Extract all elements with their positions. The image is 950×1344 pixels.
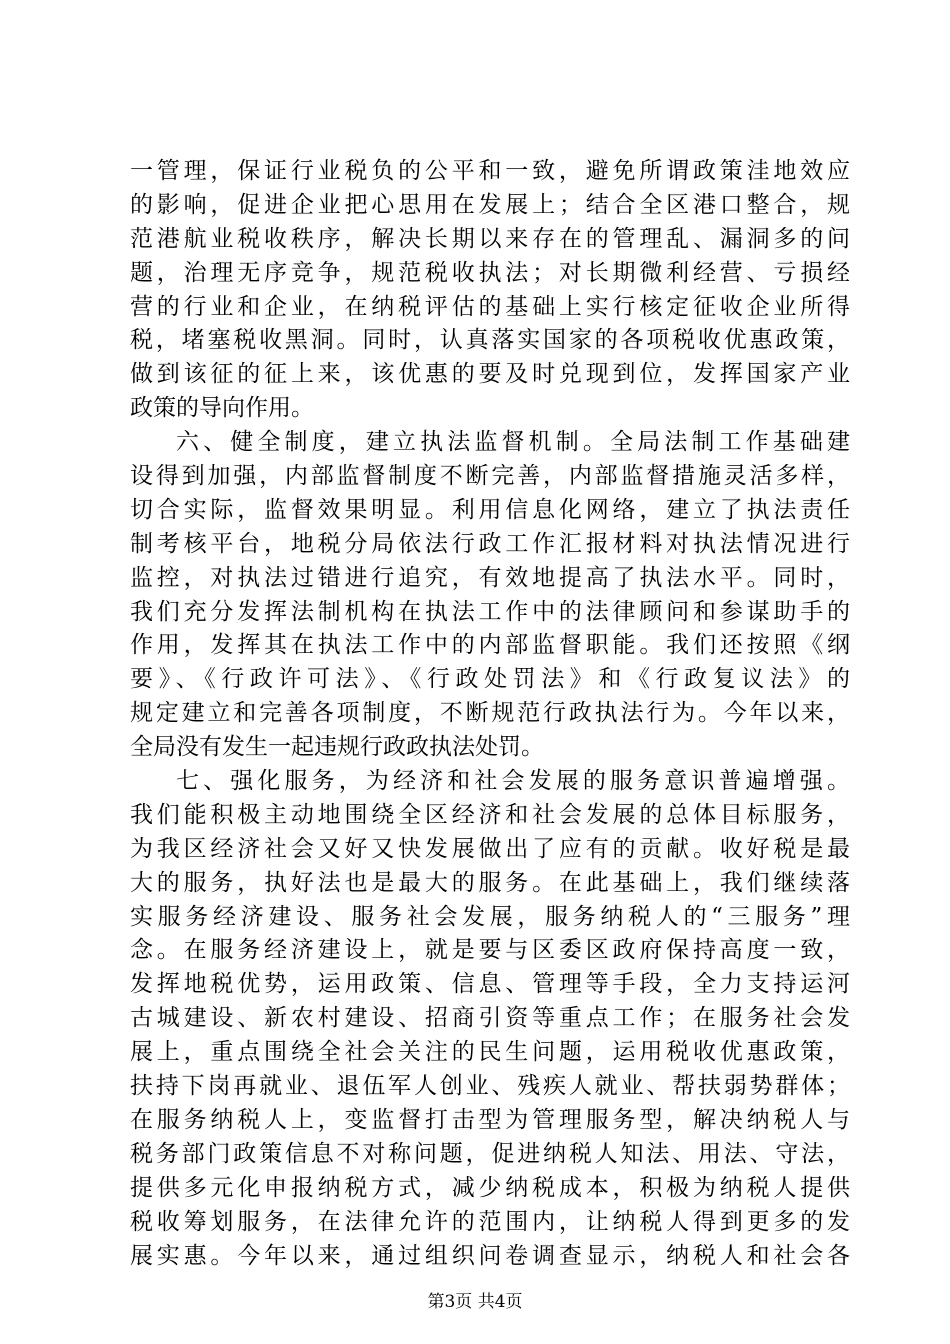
text-line: 全局没有发生一起违规行政政执法处罚。 xyxy=(130,734,544,761)
text-line: 我们充分发挥法制机构在执法工作中的法律顾问和参谋助手的 xyxy=(130,598,850,625)
text-line: 题，治理无序竞争，规范税收执法；对长期微利经营、亏损经 xyxy=(130,259,850,286)
text-line: 一管理，保证行业税负的公平和一致，避免所谓政策洼地效应 xyxy=(130,158,850,184)
paragraph-heading-line: 六、健全制度，建立执法监督机制。全局法制工作基础建 xyxy=(176,429,850,456)
page-number-footer: 第3页 共4页 xyxy=(427,1292,523,1312)
text-line: 作用，发挥其在执法工作中的内部监督职能。我们还按照《纲 xyxy=(130,632,850,659)
text-line: 切合实际，监督效果明显。利用信息化网络，建立了执法责任 xyxy=(130,496,850,523)
text-line: 大的服务，执好法也是最大的服务。在此基础上，我们继续落 xyxy=(130,869,850,896)
text-line: 税务部门政策信息不对称问题，促进纳税人知法、用法、守法， xyxy=(130,1140,850,1167)
text-line: 念。在服务经济建设上，就是要与区委区政府保持高度一致， xyxy=(130,937,850,964)
text-line: 提供多元化申报纳税方式，减少纳税成本，积极为纳税人提供 xyxy=(130,1174,850,1201)
text-line: 发挥地税优势，运用政策、信息、管理等手段，全力支持运河 xyxy=(130,971,850,998)
text-line: 展上，重点围绕全社会关注的民生问题，运用税收优惠政策， xyxy=(130,1039,850,1066)
text-line: 规定建立和完善各项制度，不断规范行政执法行为。今年以来， xyxy=(130,700,850,727)
text-line: 实服务经济建设、服务社会发展，服务纳税人的“三服务”理 xyxy=(130,903,850,930)
text-line: 设得到加强，内部监督制度不断完善，内部监督措施灵活多样， xyxy=(130,463,850,490)
text-line: 政策的导向作用。 xyxy=(130,395,314,422)
text-line: 范港航业税收秩序，解决长期以来存在的管理乱、漏洞多的问 xyxy=(130,225,850,252)
text-line: 税，堵塞税收黑洞。同时，认真落实国家的各项税收优惠政策， xyxy=(130,327,850,354)
text-line: 制考核平台，地税分局依法行政工作汇报材料对执法情况进行 xyxy=(130,530,850,557)
text-line: 做到该征的征上来，该优惠的要及时兑现到位，发挥国家产业 xyxy=(130,361,850,388)
text-line: 要》、《行政许可法》、《行政处罚法》和《行政复议法》的 xyxy=(130,666,850,693)
paragraph-heading-line: 七、强化服务，为经济和社会发展的服务意识普遍增强。 xyxy=(176,768,850,795)
document-body xyxy=(130,155,850,1273)
text-line: 的影响，促进企业把心思用在发展上；结合全区港口整合，规 xyxy=(130,191,850,218)
text-line: 我们能积极主动地围绕全区经济和社会发展的总体目标服务， xyxy=(130,801,850,828)
text-line: 展实惠。今年以来，通过组织问卷调查显示，纳税人和社会各 xyxy=(130,1242,850,1269)
text-line: 在服务纳税人上，变监督打击型为管理服务型，解决纳税人与 xyxy=(130,1106,850,1133)
text-line: 为我区经济社会又好又快发展做出了应有的贡献。收好税是最 xyxy=(130,835,850,862)
text-line: 扶持下岗再就业、退伍军人创业、残疾人就业、帮扶弱势群体； xyxy=(130,1073,850,1100)
text-line: 古城建设、新农村建设、招商引资等重点工作；在服务社会发 xyxy=(130,1005,850,1032)
text-line: 监控，对执法过错进行追究，有效地提高了执法水平。同时， xyxy=(130,564,850,591)
text-line: 营的行业和企业，在纳税评估的基础上实行核定征收企业所得 xyxy=(130,293,850,320)
text-line: 税收筹划服务，在法律允许的范围内，让纳税人得到更多的发 xyxy=(130,1208,850,1235)
